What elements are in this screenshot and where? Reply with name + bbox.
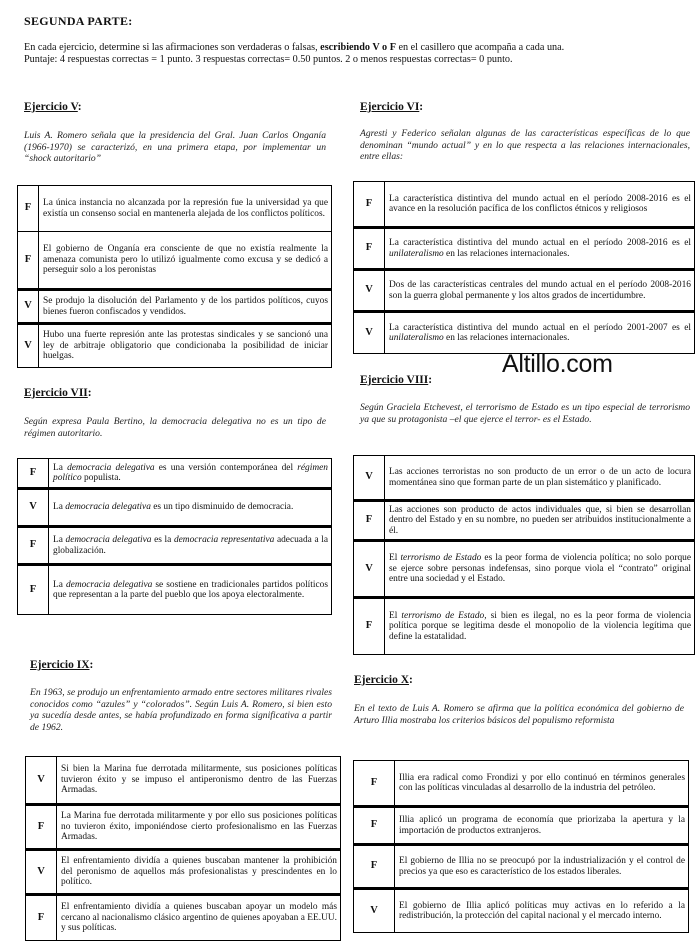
exercise-heading: Ejercicio IX: xyxy=(30,659,94,671)
table-row xyxy=(354,270,695,312)
table-row xyxy=(18,565,332,615)
statement-text: El terrorismo de Estado, si bien es ilegal, no es la peor forma de violencia política porque se legitima desde el monopolio de la violencia legítima que define la estatalidad. xyxy=(385,598,695,655)
statement-text: La democracia delegativa es la democracia representativa adecuada a la globalización. xyxy=(49,527,332,565)
statement-text: El gobierno de Illia no se preocupó por la industrialización y el control de precios ya que eso es característico de los estados liberales. xyxy=(395,845,689,889)
statement-text: La democracia delegativa es una versión contemporánea del régimen político populista. xyxy=(49,459,332,489)
table-row xyxy=(354,456,695,501)
intro-text-b: en el casillero que acompaña a cada una. xyxy=(398,42,565,53)
exercise-heading: Ejercicio VII: xyxy=(24,387,92,399)
answer-cell[interactable]: V xyxy=(18,290,39,324)
answer-cell[interactable]: V xyxy=(18,489,49,527)
intro-text-a: En cada ejercicio, determine si las afirmaciones son verdaderas o falsas, xyxy=(24,42,318,53)
table-row xyxy=(354,541,695,598)
exercise-description: En el texto de Luis A. Romero se afirma que la política económica del gobierno de Arturo Illia mostraba los criterios básicos del populismo reformista xyxy=(354,703,684,726)
table-row xyxy=(18,186,332,232)
table-row xyxy=(18,459,332,489)
statement-text: Illia aplicó un programa de economía que priorizaba la apertura y la importación de productos extranjeros. xyxy=(395,807,689,845)
answer-cell[interactable]: F xyxy=(354,598,385,655)
table-row xyxy=(354,845,689,889)
scoring-rule: Puntaje: 4 respuestas correctas = 1 punto. 3 respuestas correctas= 0.50 puntos. 2 o menos respuestas correctas= 0 punto. xyxy=(24,54,513,65)
statement-text: Si bien la Marina fue derrotada militarmente, sus posiciones políticas tuvieron éxito y se impuso el antiperonismo dentro de las Fuerzas Armadas. xyxy=(57,757,341,805)
answer-cell[interactable]: V xyxy=(26,850,57,895)
table-row xyxy=(354,501,695,541)
intro-bold: escribiendo V o F xyxy=(320,42,396,53)
statement-text: El enfrentamiento dividía a quienes buscaban apoyar un modelo más cercano al nacionalismo clásico argentino de quienes apoyaban a EE.UU. y sus políticas. xyxy=(57,895,341,941)
answer-cell[interactable]: V xyxy=(354,456,385,501)
table-row xyxy=(18,290,332,324)
answer-table xyxy=(25,756,341,941)
statement-text: Illia era radical como Frondizi y por ello continuó en términos generales con las políticas vinculadas al desarrollo de la industria del petróleo. xyxy=(395,761,689,807)
statement-text: El gobierno de Illia aplicó políticas muy activas en lo referido a la redistribución, la protección del capital nacional y el mercado interno. xyxy=(395,889,689,933)
table-row xyxy=(18,232,332,290)
answer-cell[interactable]: F xyxy=(26,805,57,850)
statement-text: Las acciones son producto de actos individuales que, si bien se desarrollan dentro del Estado y en su nombre, no pueden ser atribuidos institucionalmente a él. xyxy=(385,501,695,541)
statement-text: La democracia delegativa se sostiene en tradicionales partidos políticos que representan a la parte del pueblo que los apoya electoralmente. xyxy=(49,565,332,615)
statement-text: La característica distintiva del mundo actual en el período 2008-2016 es el avance en la resolución pacífica de los conflictos étnicos y religiosos xyxy=(385,182,695,228)
answer-cell[interactable]: F xyxy=(18,186,39,232)
answer-cell[interactable]: V xyxy=(26,757,57,805)
table-row xyxy=(26,805,341,850)
answer-cell[interactable]: V xyxy=(354,889,395,933)
answer-cell[interactable]: V xyxy=(354,270,385,312)
exercise-description: Según Graciela Etchevest, el terrorismo de Estado es un tipo especial de terrorismo ya que su protagonista –el que ejerce el terror- es el Estado. xyxy=(360,402,690,425)
watermark: Altillo.com xyxy=(502,350,613,378)
table-row xyxy=(354,182,695,228)
answer-table xyxy=(17,185,332,368)
answer-table xyxy=(353,181,695,354)
statement-text: La característica distintiva del mundo actual en el período 2008-2016 es el unilateralismo en las relaciones internacionales. xyxy=(385,228,695,270)
statement-text: Dos de las características centrales del mundo actual en el período 2008-2016 son la guerra global permanente y los altos grados de incertidumbre. xyxy=(385,270,695,312)
answer-cell[interactable]: F xyxy=(18,459,49,489)
table-row xyxy=(26,757,341,805)
section-title: SEGUNDA PARTE: xyxy=(24,14,133,28)
statement-text: La característica distintiva del mundo actual en el período 2001-2007 es el unilateralismo en las relaciones internacionales. xyxy=(385,312,695,354)
table-row xyxy=(18,527,332,565)
answer-cell[interactable]: V xyxy=(354,541,385,598)
answer-cell[interactable]: F xyxy=(354,807,395,845)
statement-text: El gobierno de Onganía era consciente de que no existía realmente la amenaza comunista pero lo utilizó igualmente como excusa y se dedicó a perseguir solo a los peronistas xyxy=(39,232,332,290)
table-row xyxy=(354,807,689,845)
answer-cell[interactable]: F xyxy=(354,761,395,807)
table-row xyxy=(18,324,332,368)
statement-text: Hubo una fuerte represión ante las protestas sindicales y se sancionó una ley de arbitraje obligatorio que condicionaba la posibilidad de iniciar huelgas. xyxy=(39,324,332,368)
exercise-description: Luis A. Romero señala que la presidencia del Gral. Juan Carlos Onganía (1966-1970) se caracterizó, en una primera etapa, por implementar un “shock autoritario” xyxy=(24,130,326,165)
answer-cell[interactable]: V xyxy=(354,312,385,354)
statement-text: Las acciones terroristas no son producto de un error o de un acto de locura momentánea sino que forman parte de un plan sistemático y planificado. xyxy=(385,456,695,501)
statement-text: El enfrentamiento dividía a quienes buscaban mantener la prohibición del peronismo de aquellos más profesionalistas y prescindentes en lo político. xyxy=(57,850,341,895)
exercise-description: Según expresa Paula Bertino, la democracia delegativa no es un tipo de régimen autoritario. xyxy=(24,416,326,439)
statement-text: Se produjo la disolución del Parlamento y de los partidos políticos, cuyos bienes fueron confiscados y vendidos. xyxy=(39,290,332,324)
table-row xyxy=(354,761,689,807)
table-row xyxy=(26,850,341,895)
table-row xyxy=(26,895,341,941)
answer-cell[interactable]: V xyxy=(18,324,39,368)
table-row xyxy=(18,489,332,527)
statement-text: La democracia delegativa es un tipo disminuido de democracia. xyxy=(49,489,332,527)
exercise-heading: Ejercicio VIII: xyxy=(360,374,433,386)
statement-text: El terrorismo de Estado es la peor forma de violencia política; no solo porque se ejerce sobre personas indefensas, sino porque viola el “contrato” original entre una sociedad y el Estado. xyxy=(385,541,695,598)
answer-cell[interactable]: F xyxy=(354,182,385,228)
table-row xyxy=(354,312,695,354)
answer-cell[interactable]: F xyxy=(354,228,385,270)
answer-cell[interactable]: F xyxy=(18,527,49,565)
answer-cell[interactable]: F xyxy=(354,501,385,541)
answer-table xyxy=(353,760,689,933)
exercise-description: Agresti y Federico señalan algunas de las características específicas de lo que denominan “mundo actual” y en lo que respecta a las relaciones internacionales, entre ellas: xyxy=(360,128,690,163)
exercise-heading: Ejercicio VI: xyxy=(360,101,424,113)
statement-text: La única instancia no alcanzada por la represión fue la universidad ya que existía un consenso social en mantenerla alejada de los conflictos políticos. xyxy=(39,186,332,232)
answer-table xyxy=(17,458,332,615)
table-row xyxy=(354,889,689,933)
answer-table xyxy=(353,455,695,655)
exercise-description: En 1963, se produjo un enfrentamiento armado entre sectores militares rivales conocidos como “azules” y “colorados”. Según Luis A. Romero, si bien esto ya sucedía desde antes, se había profundizado en forma significativa a partir de 1962. xyxy=(30,687,332,733)
answer-cell[interactable]: F xyxy=(18,565,49,615)
answer-cell[interactable]: F xyxy=(26,895,57,941)
instructions xyxy=(24,42,674,66)
exercise-heading: Ejercicio X: xyxy=(354,674,413,686)
answer-cell[interactable]: F xyxy=(354,845,395,889)
table-row xyxy=(354,598,695,655)
statement-text: La Marina fue derrotada militarmente y por ello sus posiciones políticas no tuvieron éxito, imponiéndose cierto profesionalismo en las Fuerzas Armadas. xyxy=(57,805,341,850)
answer-cell[interactable]: F xyxy=(18,232,39,290)
table-row xyxy=(354,228,695,270)
exercise-heading: Ejercicio V: xyxy=(24,101,82,113)
